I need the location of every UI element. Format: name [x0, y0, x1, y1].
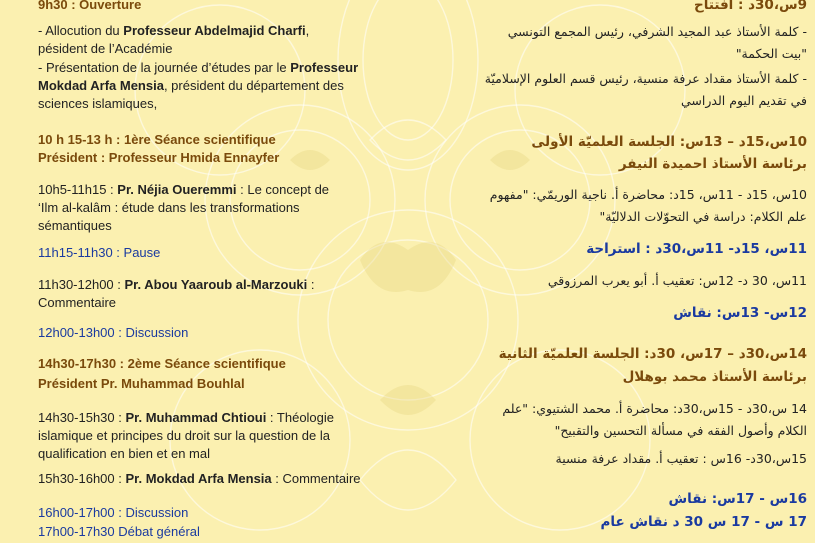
presentation-name-2: Mokdad Arfa Mensia: [38, 78, 164, 93]
session2-president: Président Pr. Muhammad Bouhlal: [38, 376, 245, 391]
opening-time: 9h30 : Ouverture: [38, 0, 142, 12]
session2-president-ar: برئاسة الأستاذ محمد بوهلال: [622, 369, 807, 385]
session1-title: 10 h 15-13 h : 1ère Séance scientifique: [38, 132, 276, 147]
session2-title-ar: 14س،30د – 17س، 30د: الجلسة العلميّة الثانية: [498, 346, 807, 362]
allocution-line: [38, 22, 309, 40]
talk1-ar-line-2: علم الكلام: دراسة في التحوّلات الدلاليّة": [599, 209, 807, 224]
talk1-text: : Le concept de: [236, 182, 330, 197]
presentation-prefix: - Présentation de la journée d’études par le: [38, 60, 291, 75]
presentation-line-3: sciences islamiques,: [38, 96, 158, 111]
allocution-prefix: - Allocution du: [38, 23, 124, 38]
talk1-line-2: ‘Ilm al-kalâm : étude dans les transformations: [38, 200, 300, 215]
session2-title: 14h30-17h30 : 2ème Séance scientifique: [38, 356, 286, 371]
comment2-ar: 15س،30د- 16س : تعقيب أ. مقداد عرفة منسية: [555, 451, 807, 466]
session1-title-ar: 10س،15د – 13س: الجلسة العلميّة الأولى: [531, 134, 807, 150]
comment1-line: [38, 276, 315, 294]
talk2-line: [38, 409, 334, 427]
discussion1-line: 12h00-13h00 : Discussion: [38, 325, 189, 340]
opening-ar: 9س،30د : افتتاح: [694, 0, 807, 13]
talk2-text: : Théologie: [266, 410, 335, 425]
allocution-line-2: pésident de l’Académie: [38, 41, 173, 56]
debat-ar: 17 س - 17 س 30 د نقاش عام: [600, 514, 807, 530]
talk2-line-2: islamique et principes du droit sur la question de la: [38, 428, 330, 443]
pause-line: 11h15-11h30 : Pause: [38, 245, 161, 260]
talk2-ar: 14 س،30د - 15س،30د: محاضرة أ. محمد الشتيوي: "علم: [502, 401, 807, 416]
presentation-line: [38, 59, 358, 77]
presentation-suffix: , président du département des: [163, 78, 344, 93]
comment1-suffix: :: [307, 277, 315, 292]
talk1-time: 10h5-11h15 :: [38, 182, 118, 197]
debat-line: 17h00-17h30 Débat général: [38, 524, 200, 539]
talk1-line-3: sémantiques: [38, 218, 112, 233]
pause-ar: 11س، 15د- 11س،30د : استراحة: [586, 241, 807, 257]
talk2-speaker: Pr. Muhammad Chtioui: [125, 410, 267, 425]
allocution-suffix: ,: [305, 23, 310, 38]
comment1-ar: 11س، 30 د- 12س: تعقيب أ. أبو يعرب المرزوقي: [547, 273, 807, 288]
discussion2-line: 16h00-17h00 : Discussion: [38, 505, 189, 520]
talk2-ar-line-2: الكلام وأصول الفقه في مسألة التحسين والتقبيح": [554, 423, 807, 438]
talk2-time: 14h30-15h30 :: [38, 410, 126, 425]
word1-ar-line-2: "بيت الحكمة": [735, 46, 807, 61]
presentation-name-1: Professeur: [290, 60, 359, 75]
talk1-speaker: Pr. Néjia Oueremmi: [117, 182, 237, 197]
comment2-time: 15h30-16h00 :: [38, 471, 126, 486]
comment1-time: 11h30-12h00 :: [38, 277, 125, 292]
comment1-speaker: Pr. Abou Yaaroub al-Marzouki: [124, 277, 308, 292]
talk1-line: [38, 181, 329, 199]
presentation-line-2: [38, 77, 344, 95]
session1-president: Président : Professeur Hmida Ennayfer: [38, 150, 280, 165]
word2-ar-line-2: في تقديم اليوم الدراسي: [681, 93, 807, 108]
talk2-line-3: qualification en bien et en mal: [38, 446, 211, 461]
allocution-name: Professeur Abdelmajid Charfi: [123, 23, 306, 38]
word1-ar: - كلمة الأستاذ عبد المجيد الشرفي، رئيس المجمع التونسي: [507, 24, 807, 39]
comment1-line-2: Commentaire: [38, 295, 117, 310]
discussion1-ar: 12س- 13س: نقاش: [673, 305, 807, 321]
comment2-suffix: : Commentaire: [271, 471, 361, 486]
comment2-speaker: Pr. Mokdad Arfa Mensia: [125, 471, 272, 486]
word2-ar: - كلمة الأستاذ مقداد عرفة منسية، رئيس قسم العلوم الإسلاميّة: [484, 71, 807, 86]
discussion2-ar: 16س - 17س: نقاش: [668, 491, 807, 507]
talk1-ar: 10س، 15د - 11س، 15د: محاضرة أ. ناجية الوريمّي: "مفهوم: [489, 187, 807, 202]
session1-president-ar: برئاسة الأستاذ احميدة النيفر: [618, 156, 807, 172]
comment2-line: [38, 470, 361, 488]
